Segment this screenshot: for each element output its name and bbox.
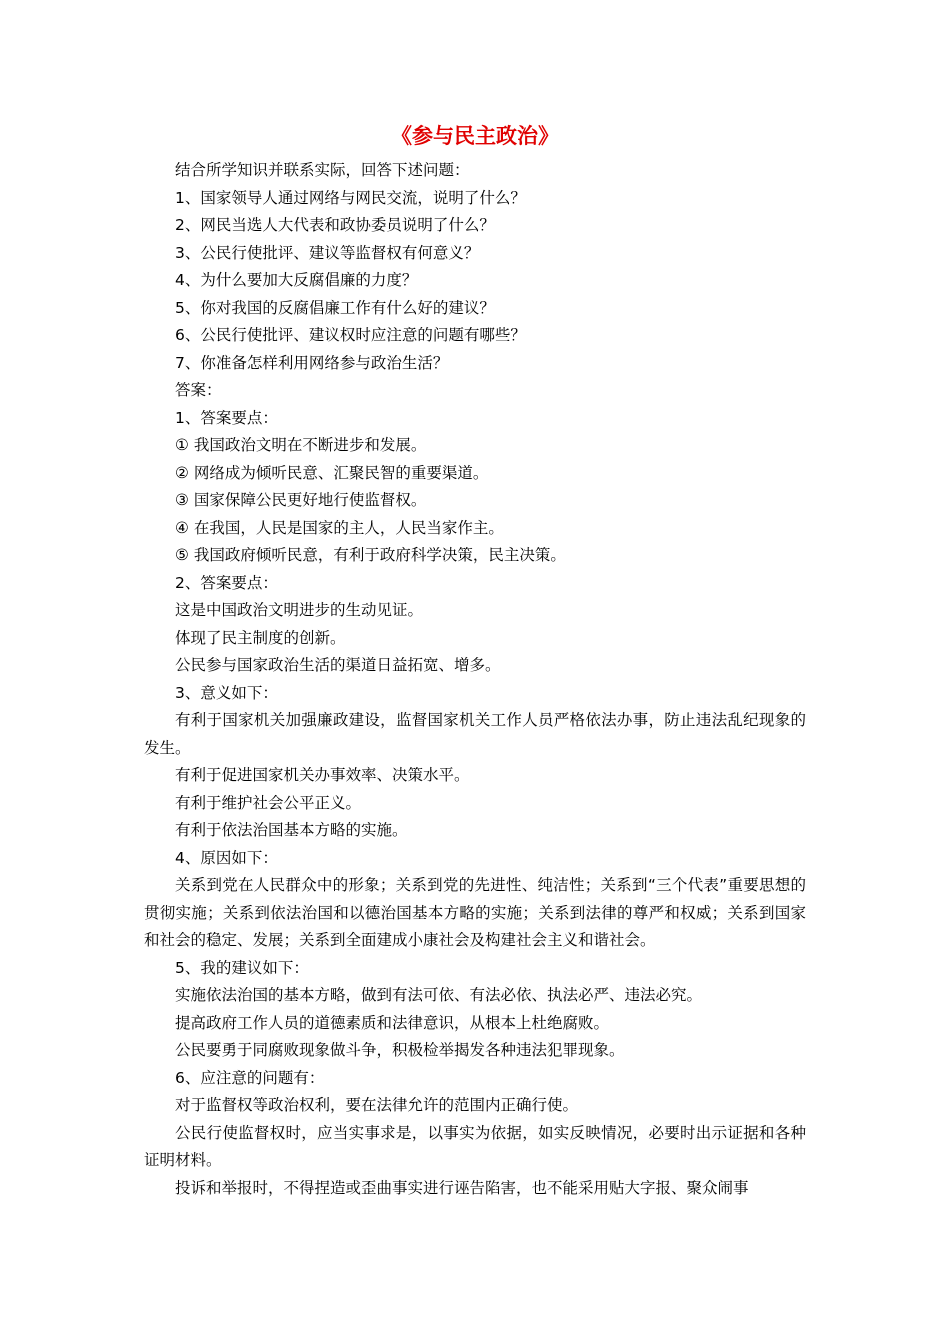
question-item: 6、公民行使批评、建议权时应注意的问题有哪些？ bbox=[175, 326, 526, 344]
answer-point: ③ 国家保障公民更好地行使监督权。 bbox=[175, 491, 427, 509]
answer-3-heading: 3、意义如下： bbox=[175, 683, 278, 702]
answer-point: ④ 在我国，人民是国家的主人，人民当家作主。 bbox=[175, 518, 504, 537]
answer-point: 公民参与国家政治生活的渠道日益拓宽、增多。 bbox=[175, 656, 501, 674]
answer-point: 提高政府工作人员的道德素质和法律意识，从根本上杜绝腐败。 bbox=[175, 1013, 610, 1032]
answer-point: 实施依法治国的基本方略，做到有法可依、有法必依、执法必严、违法必究。 bbox=[175, 986, 703, 1004]
answer-label: 答案： bbox=[175, 381, 222, 399]
answer-point: 公民要勇于同腐败现象做斗争，积极检举揭发各种违法犯罪现象。 bbox=[175, 1041, 625, 1059]
answer-point: 有利于促进国家机关办事效率、决策水平。 bbox=[175, 766, 470, 784]
question-item: 1、国家领导人通过网络与网民交流，说明了什么？ bbox=[175, 188, 526, 207]
answer-point: 有利于维护社会公平正义。 bbox=[175, 793, 362, 812]
answer-paragraph: 有利于国家机关加强廉政建设，监督国家机关工作人员严格依法办事，防止违法乱纪现象的发生。 bbox=[144, 711, 806, 757]
answer-point: ② 网络成为倾听民意、汇聚民智的重要渠道。 bbox=[175, 463, 489, 482]
answer-2-heading: 2、答案要点： bbox=[175, 573, 278, 592]
answer-point: ① 我国政治文明在不断进步和发展。 bbox=[175, 436, 427, 454]
questions-intro: 结合所学知识并联系实际，回答下述问题： bbox=[175, 161, 470, 179]
question-item: 7、你准备怎样利用网络参与政治生活？ bbox=[175, 353, 449, 372]
document-body bbox=[144, 157, 806, 1202]
question-item: 4、为什么要加大反腐倡廉的力度？ bbox=[175, 271, 418, 289]
answer-paragraph-truncated: 投诉和举报时，不得捏造或歪曲事实进行诬告陷害，也不能采用贴大字报、聚众闹事 bbox=[175, 1178, 749, 1197]
answer-point: ⑤ 我国政府倾听民意，有利于政府科学决策，民主决策。 bbox=[175, 546, 566, 564]
answer-1-heading: 1、答案要点： bbox=[175, 408, 278, 427]
answer-6-heading: 6、应注意的问题有： bbox=[175, 1068, 325, 1087]
answer-point: 体现了民主制度的创新。 bbox=[175, 628, 346, 647]
answer-4-heading: 4、原因如下： bbox=[175, 848, 278, 867]
answer-point: 对于监督权等政治权利，要在法律允许的范围内正确行使。 bbox=[175, 1096, 579, 1114]
question-item: 2、网民当选人大代表和政协委员说明了什么？ bbox=[175, 216, 495, 234]
question-item: 5、你对我国的反腐倡廉工作有什么好的建议？ bbox=[175, 298, 495, 317]
answer-point: 有利于依法治国基本方略的实施。 bbox=[175, 821, 408, 839]
answer-point: 这是中国政治文明进步的生动见证。 bbox=[175, 601, 424, 619]
answer-paragraph: 公民行使监督权时，应当实事求是，以事实为依据，如实反映情况，必要时出示证据和各种证明材料。 bbox=[144, 1123, 806, 1169]
document-title: 《参与民主政治》 bbox=[391, 124, 559, 148]
answer-paragraph: 关系到党在人民群众中的形象；关系到党的先进性、纯洁性；关系到“三个代表”重要思想的贯彻实施；关系到依法治国和以德治国基本方略的实施；关系到法律的尊严和权威；关系到国家和社会的稳定、发展；关系到全面建成小康社会及构建社会主义和谐社会。 bbox=[144, 876, 806, 949]
answer-5-heading: 5、我的建议如下： bbox=[175, 958, 309, 977]
question-item: 3、公民行使批评、建议等监督权有何意义？ bbox=[175, 243, 480, 262]
